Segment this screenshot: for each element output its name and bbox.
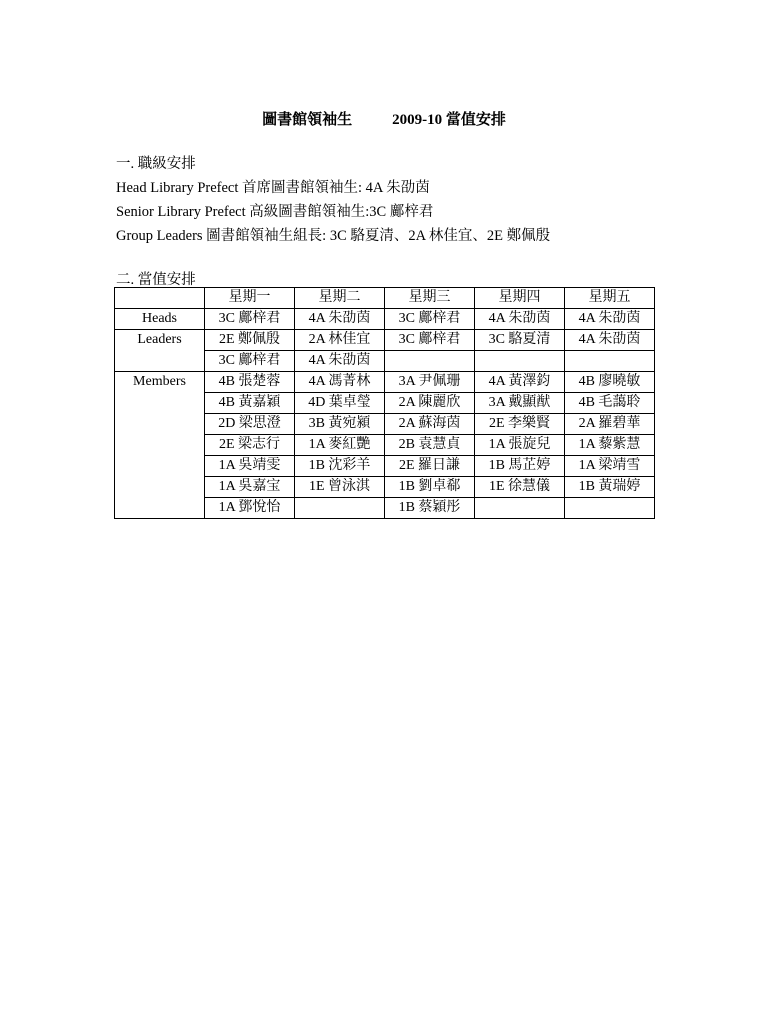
title-part2: 2009-10 當值安排: [392, 112, 506, 128]
group-leaders-line: Group Leaders 圖書館領袖生組長: 3C 駱夏清、2A 林佳宜、2E 鄭佩殷: [116, 228, 551, 244]
duty-cell: 2D 梁思澄: [205, 414, 295, 435]
section1-heading: 一. 職級安排: [116, 156, 196, 172]
group-label-cell: [115, 330, 205, 351]
table-header-row: [115, 288, 655, 309]
duty-cell: 3A 尹佩珊: [385, 372, 475, 393]
duty-cell: 2A 羅碧華: [565, 414, 655, 435]
group-label-cell: [115, 456, 205, 477]
group-label: Members: [133, 374, 186, 389]
duty-cell: 2A 陳麗欣: [385, 393, 475, 414]
duty-cell: 1E 徐慧儀: [475, 477, 565, 498]
duty-cell: 3C 鄺梓君: [385, 330, 475, 351]
table-row: [115, 393, 655, 414]
duty-cell: 4A 黃澤鈞: [475, 372, 565, 393]
duty-cell: 1A 藜紫慧: [565, 435, 655, 456]
duty-cell: 1B 馬芷婷: [475, 456, 565, 477]
duty-cell: 4A 朱劭茵: [295, 309, 385, 330]
duty-cell: [385, 351, 475, 372]
duty-cell: [475, 351, 565, 372]
duty-cell: 4A 朱劭茵: [475, 309, 565, 330]
group-label-cell: [115, 498, 205, 519]
duty-cell: 1A 梁靖雪: [565, 456, 655, 477]
duty-cell: [475, 498, 565, 519]
day-header: 星期一: [205, 288, 295, 309]
section2-heading: 二. 當值安排: [116, 272, 196, 288]
duty-cell: 2A 林佳宜: [295, 330, 385, 351]
title-part1: 圖書館領袖生: [262, 112, 353, 128]
duty-cell: 4B 廖曉敏: [565, 372, 655, 393]
group-label-cell: [115, 435, 205, 456]
duty-cell: 2E 羅日謙: [385, 456, 475, 477]
duty-cell: 1A 吳嘉宝: [205, 477, 295, 498]
duty-cell: 4A 朱劭茵: [565, 309, 655, 330]
day-header: 星期三: [385, 288, 475, 309]
duty-cell: 3C 鄺梓君: [205, 309, 295, 330]
duty-cell: 3A 戴顯猷: [475, 393, 565, 414]
duty-cell: 1B 蔡穎彤: [385, 498, 475, 519]
group-label-cell: [115, 351, 205, 372]
duty-cell: 4A 朱劭茵: [295, 351, 385, 372]
table-row: [115, 414, 655, 435]
senior-prefect-line: Senior Library Prefect 高級圖書館領袖生:3C 鄺梓君: [116, 204, 434, 220]
duty-cell: 1B 黃瑞婷: [565, 477, 655, 498]
duty-cell: 1A 張旋兒: [475, 435, 565, 456]
duty-cell: 1A 鄧悅怡: [205, 498, 295, 519]
duty-cell: 4B 張楚蓉: [205, 372, 295, 393]
duty-cell: [565, 351, 655, 372]
duty-cell: 2E 李樂賢: [475, 414, 565, 435]
group-label: Heads: [142, 311, 177, 326]
duty-cell: 1A 吳靖雯: [205, 456, 295, 477]
table-row: [115, 435, 655, 456]
duty-cell: 4A 朱劭茵: [565, 330, 655, 351]
group-label-cell: [115, 414, 205, 435]
group-label-cell: [115, 372, 205, 393]
duty-cell: 2E 梁志行: [205, 435, 295, 456]
day-header: 星期五: [565, 288, 655, 309]
duty-cell: 1A 麥紅艷: [295, 435, 385, 456]
group-label-cell: [115, 309, 205, 330]
duty-cell: 3B 黃宛潁: [295, 414, 385, 435]
table-row: [115, 456, 655, 477]
duty-cell: 3C 鄺梓君: [205, 351, 295, 372]
duty-cell: 1B 劉卓郗: [385, 477, 475, 498]
duty-cell: 2A 蘇海茵: [385, 414, 475, 435]
table-row: [115, 477, 655, 498]
table-row: [115, 498, 655, 519]
header-blank-cell: [115, 288, 205, 309]
duty-cell: 3C 鄺梓君: [385, 309, 475, 330]
table-row: [115, 330, 655, 351]
duty-cell: 2E 鄭佩殷: [205, 330, 295, 351]
duty-cell: 1B 沈彩羊: [295, 456, 385, 477]
duty-cell: 4D 葉卓瑩: [295, 393, 385, 414]
day-header: 星期四: [475, 288, 565, 309]
duty-cell: 4B 毛藹聆: [565, 393, 655, 414]
day-header: 星期二: [295, 288, 385, 309]
duty-cell: [295, 498, 385, 519]
page-title: [0, 108, 768, 129]
group-label-cell: [115, 393, 205, 414]
duty-cell: 1E 曾泳淇: [295, 477, 385, 498]
table-row: [115, 309, 655, 330]
duty-cell: 4A 馮菁林: [295, 372, 385, 393]
duty-cell: 2B 袁慧貞: [385, 435, 475, 456]
section1: [116, 152, 550, 248]
table-row: [115, 351, 655, 372]
group-label: Leaders: [137, 332, 182, 347]
duty-cell: [565, 498, 655, 519]
duty-cell: 4B 黃嘉穎: [205, 393, 295, 414]
duty-cell: 3C 駱夏清: [475, 330, 565, 351]
duty-table: [114, 287, 655, 519]
head-prefect-line: Head Library Prefect 首席圖書館領袖生: 4A 朱劭茵: [116, 180, 430, 196]
table-row: [115, 372, 655, 393]
group-label-cell: [115, 477, 205, 498]
